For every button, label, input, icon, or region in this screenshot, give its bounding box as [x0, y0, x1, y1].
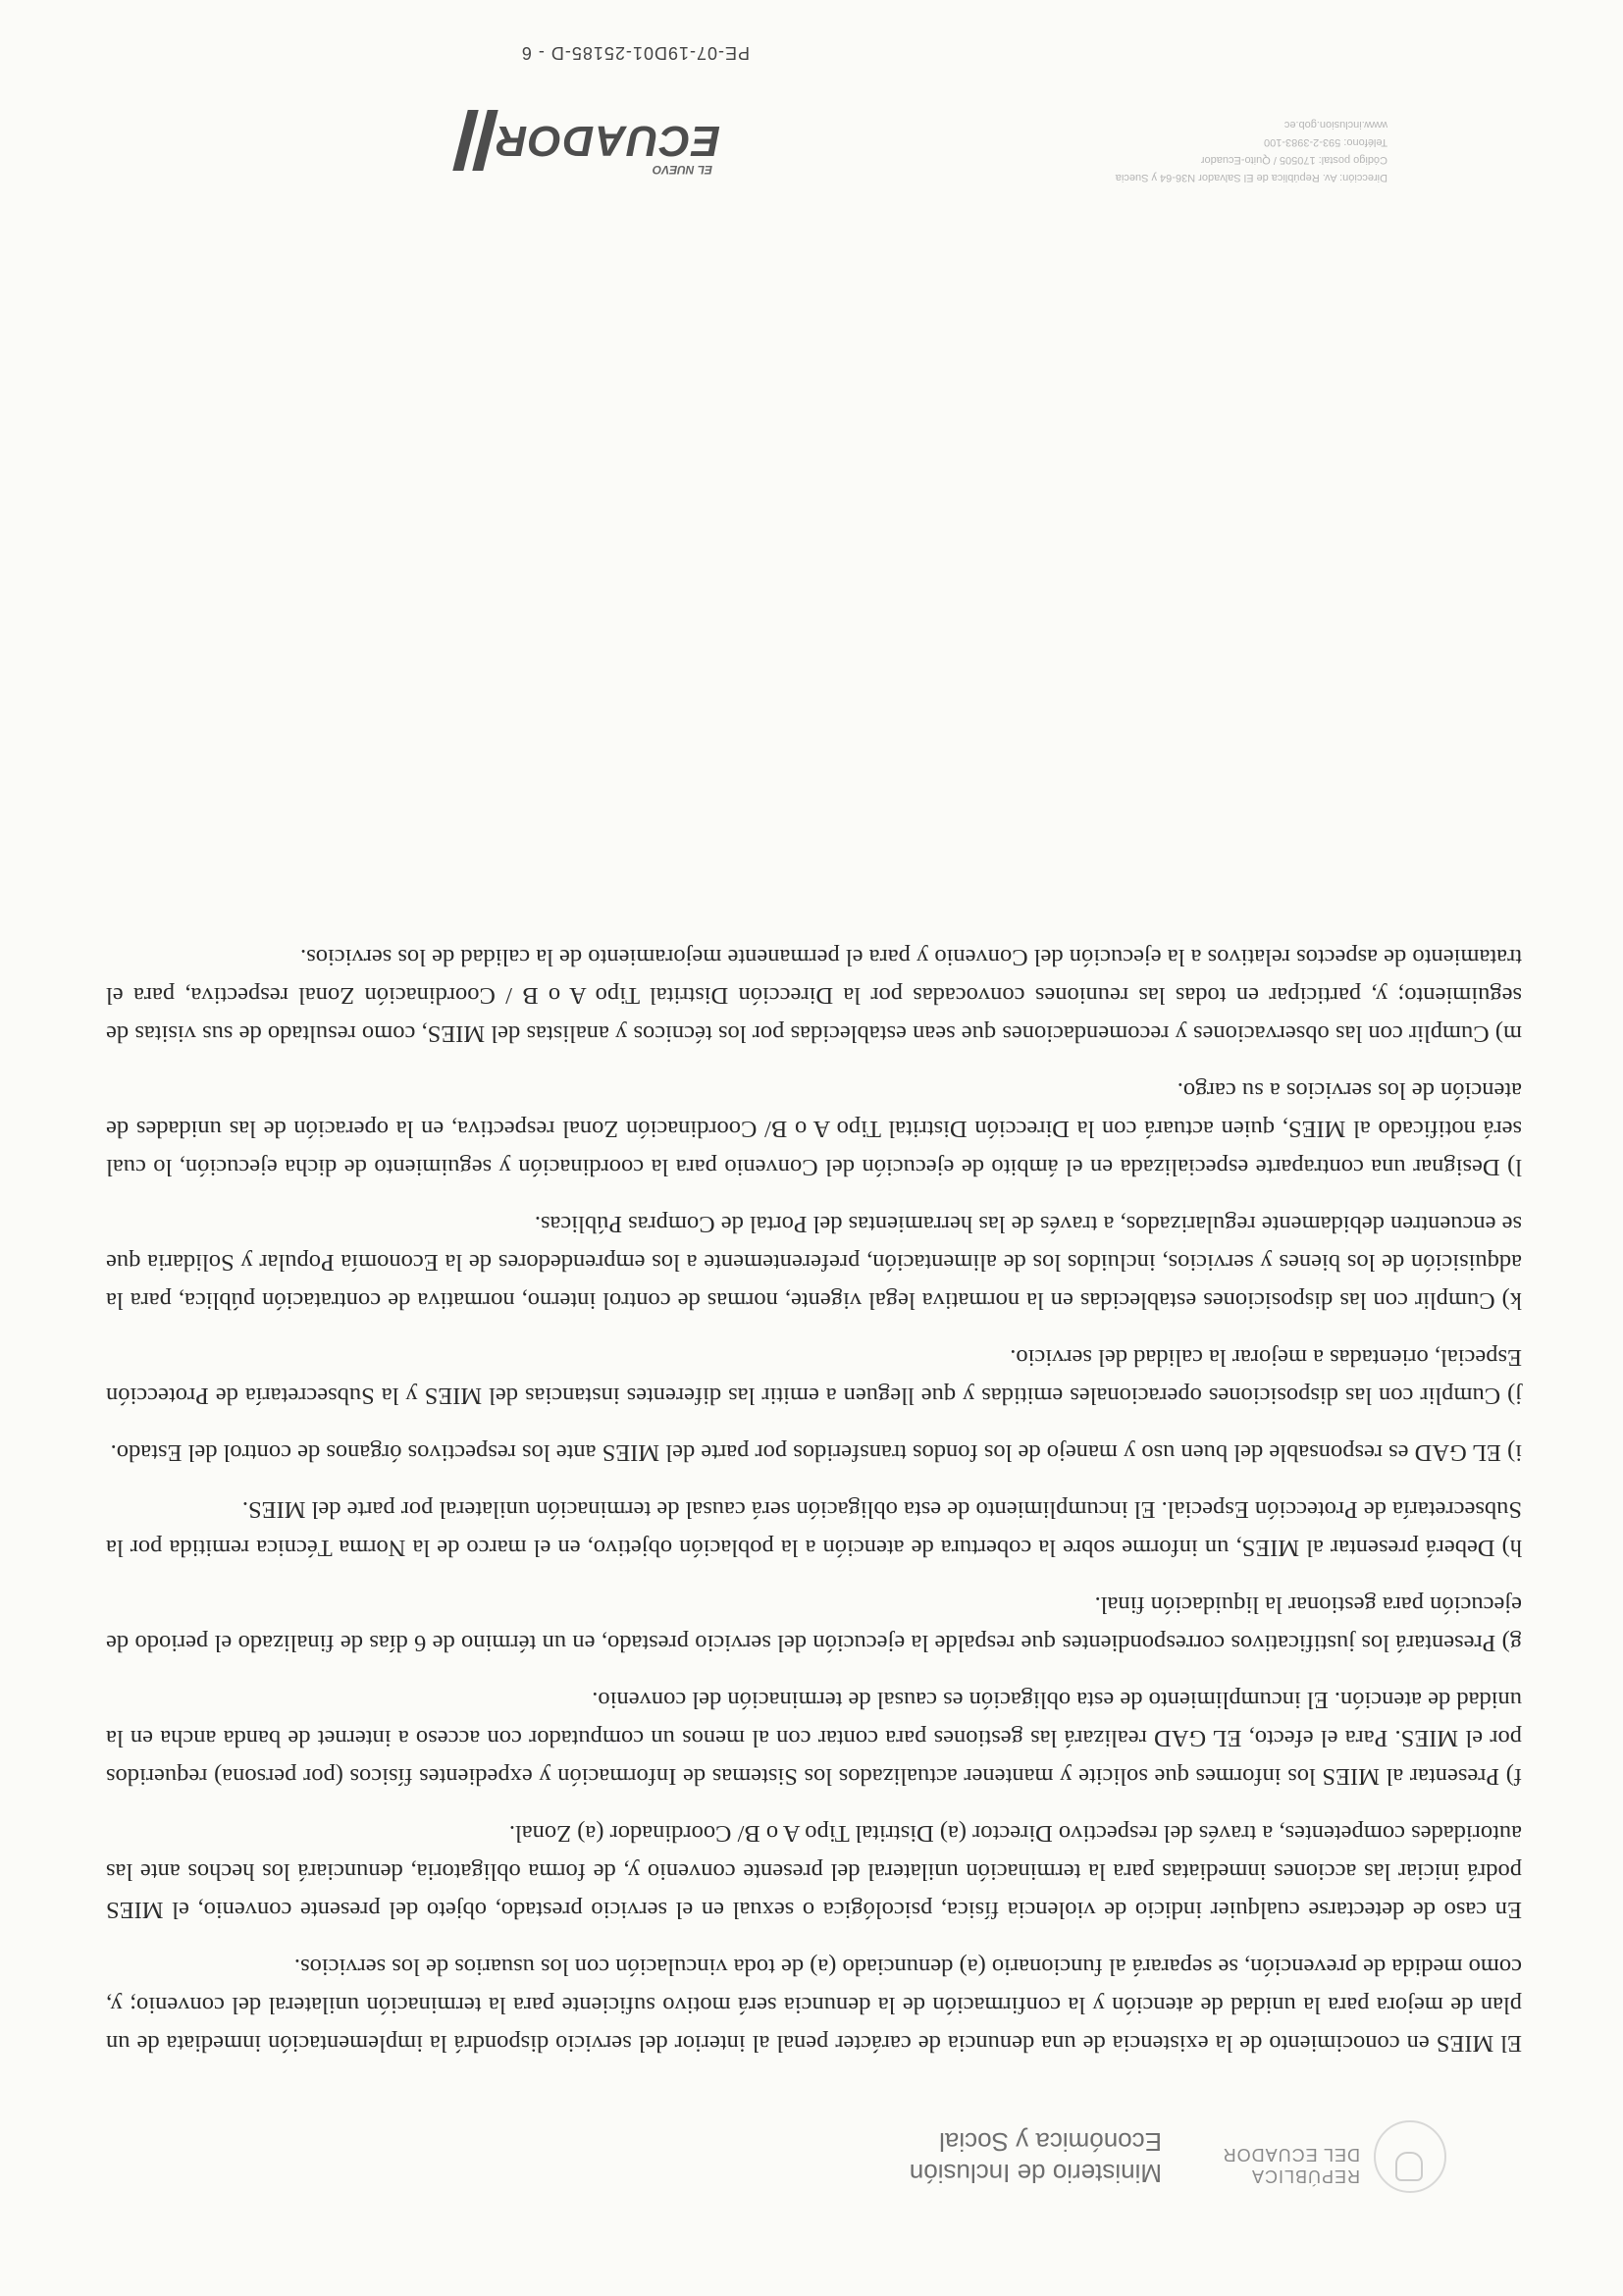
paragraph-violencia: En caso de detectarse cualquier indicio de violencia física, psicológica o sexual en el servicio prestado, objeto del presente convenio, el MIES podrá iniciar las acciones inmediatas para la terminación unilateral del presente convenio y, de forma obligatoria, denunciará los hechos ante las autoridades competentes, a través del respectivo Director (a) Distrital Tipo A o B/ Coordinador (a) Zonal. [106, 1820, 1522, 1923]
footer-address: Dirección: Av. República de El Salvador N36-64 y Suecia Código postal: 170505 / Quito-Ecuador Teléfono: 593-2-3983-100 www.inclusion.gob.ec [1115, 119, 1387, 183]
clause-j: j) Cumplir con las disposiciones operacionales emitidas y que lleguen a emitir las diferentes instancias del MIES y la Subsecretaría de Protección Especial, orientadas a mejorar la calidad del servicio. [106, 1344, 1522, 1409]
clause-m: m) Cumplir con las observaciones y recomendaciones que sean establecidas por los técnicos y analistas del MIES, como resultado de sus visitas de seguimiento; y, participar en todas las reuniones convocadas por la Dirección Distrital Tipo A o B / Coordinación Zonal respectiva, para el tratamiento de aspectos relativos a la ejecución del Convenio y para el permanente mejoramiento de la calidad de los servicios. [106, 944, 1522, 1047]
coat-of-arms-icon [1374, 2120, 1446, 2193]
page-footer [210, 39, 1387, 186]
clause-i: i) EL GAD es responsable del buen uso y manejo de los fondos transferidos por parte del MIES ante los respectivos órganos de control del Estado. [110, 1439, 1522, 1466]
logo-bars-icon [451, 110, 500, 171]
document-body [106, 919, 1522, 2062]
ministry-name: Ministerio de Inclusión Económica y Social [909, 2127, 1162, 2188]
letterhead [171, 2105, 1446, 2193]
clause-l: l) Designar una contraparte especializada en el ámbito de ejecución del Convenio para la coordinación y seguimiento de dicha ejecución, lo cual será notificado al MIES, quien actuará con la Dirección Distrital Tipo A o B/ Coordinación Zonal respectiva, en la operación de las unidades de atención de los servicios a su cargo. [106, 1077, 1522, 1180]
clause-k: k) Cumplir con las disposiciones establecidas en la normativa legal vigente, normas de control interno, normativa de contratación pública, para la adquisición de los bienes y servicios, incluidos los de alimentación, preferentemente a los emprendedores de la Economía Popular y Solidaria que se encuentren debidamente regularizados, a través de las herramientas del Portal de Compras Públicas. [106, 1211, 1522, 1314]
clause-h: h) Deberá presentar al MIES, un informe sobre la cobertura de atención a la población objetivo, en el marco de la Norma Técnica remitida por la Subsecretaría de Protección Especial. El incumplimiento de esta obligación será causal de terminación unilateral por parte del MIES. [106, 1496, 1522, 1561]
el-nuevo-ecuador-logo: EL NUEVO ECUADOR [445, 108, 720, 177]
republica-label: REPÚBLICA DEL ECUADOR [1222, 2145, 1360, 2186]
document-code: PE-07-19D01-25185-D - 6 [520, 43, 750, 63]
paragraph-denuncia-penal: El MIES en conocimiento de la existencia de una denuncia de carácter penal al interior del servicio dispondrá la implementación inmediata de un plan de mejora para la unidad de atención y la confirmación de la denuncia será motivo suficiente para la terminación unilateral del convenio; y, como medida de prevención, se separará al funcionario (a) denunciado (a) de toda vinculación con los usuarios de los servicios. [106, 1954, 1522, 2057]
clause-f: f) Presentar al MIES los informes que solicite y mantener actualizados los Sistemas de Información y expedientes físicos (por persona) requeridos por el MIES. Para el efecto, EL GAD realizará las gestiones para contar con al menos un computador con acceso a internet de banda ancha en la unidad de atención. El incumplimiento de esta obligación es causal de terminación del convenio. [106, 1687, 1522, 1790]
clause-g: g) Presentará los justificativos correspondientes que respalde la ejecución del servicio prestado, en un término de 6 días de finalizado el periodo de ejecución para gestionar la liquidación final. [106, 1592, 1522, 1656]
